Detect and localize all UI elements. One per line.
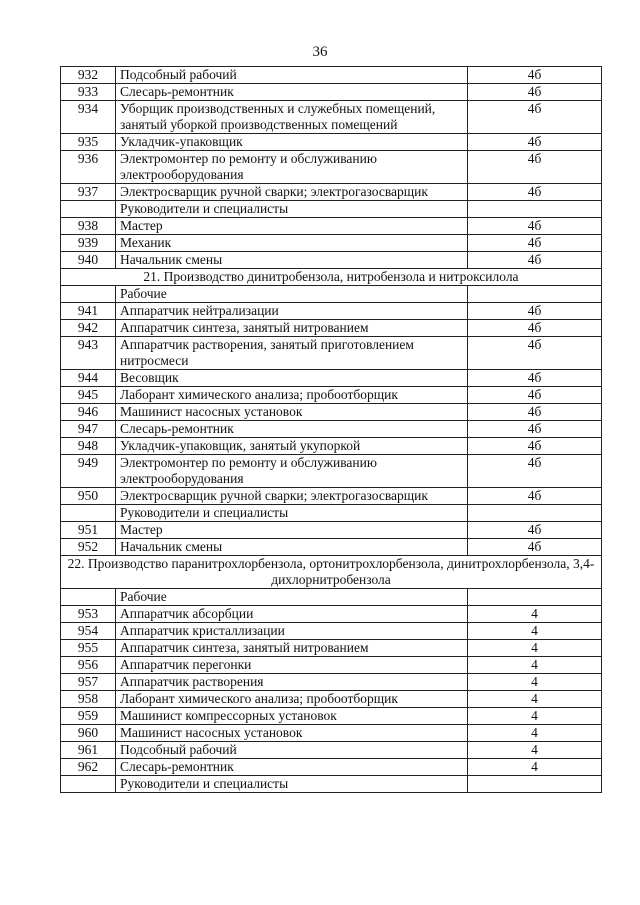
profession-name-cell: Подсобный рабочий [116, 67, 468, 84]
table-row [61, 320, 602, 337]
row-number-cell: 941 [61, 303, 116, 320]
profession-name-cell: Аппаратчик растворения, занятый приготовлением нитросмеси [116, 337, 468, 370]
table-row [61, 421, 602, 438]
list-code-cell: 4б [468, 522, 602, 539]
section-heading: 22. Производство паранитрохлорбензола, ортонитрохлорбензола, динитрохлорбензола, 3,4-дихлорнитробензола [61, 556, 602, 589]
profession-name-cell: Укладчик-упаковщик, занятый укупоркой [116, 438, 468, 455]
profession-name-cell: Подсобный рабочий [116, 742, 468, 759]
profession-name-cell: Мастер [116, 522, 468, 539]
list-code-cell: 4б [468, 252, 602, 269]
table-row [61, 101, 602, 134]
table-row [61, 387, 602, 404]
profession-name-cell: Механик [116, 235, 468, 252]
profession-name-cell: Аппаратчик синтеза, занятый нитрованием [116, 640, 468, 657]
row-number-cell: 939 [61, 235, 116, 252]
row-number-cell: 957 [61, 674, 116, 691]
table-row [61, 438, 602, 455]
group-header-row [61, 505, 602, 522]
table-row [61, 337, 602, 370]
profession-name-cell: Электросварщик ручной сварки; электрогазосварщик [116, 488, 468, 505]
table-row [61, 742, 602, 759]
list-code-cell: 4б [468, 134, 602, 151]
row-number-cell: 962 [61, 759, 116, 776]
group-label-cell: Рабочие [116, 286, 468, 303]
list-code-cell: 4б [468, 404, 602, 421]
group-label-cell: Руководители и специалисты [116, 505, 468, 522]
row-number-cell: 958 [61, 691, 116, 708]
row-number-cell: 953 [61, 606, 116, 623]
list-code-cell [468, 776, 602, 793]
row-number-cell: 955 [61, 640, 116, 657]
table-row [61, 404, 602, 421]
row-number-cell: 942 [61, 320, 116, 337]
row-number-cell: 940 [61, 252, 116, 269]
section-heading-row [61, 269, 602, 286]
row-number-cell: 946 [61, 404, 116, 421]
row-number-cell: 951 [61, 522, 116, 539]
profession-name-cell: Машинист насосных установок [116, 404, 468, 421]
profession-name-cell: Лаборант химического анализа; пробоотборщик [116, 387, 468, 404]
profession-name-cell: Укладчик-упаковщик [116, 134, 468, 151]
row-number-cell [61, 776, 116, 793]
list-code-cell: 4 [468, 606, 602, 623]
list-code-cell: 4б [468, 84, 602, 101]
row-number-cell: 959 [61, 708, 116, 725]
table-row [61, 539, 602, 556]
table-row [61, 606, 602, 623]
table-row [61, 488, 602, 505]
profession-name-cell: Аппаратчик синтеза, занятый нитрованием [116, 320, 468, 337]
section-heading-row [61, 556, 602, 589]
row-number-cell: 954 [61, 623, 116, 640]
list-code-cell: 4 [468, 759, 602, 776]
list-code-cell: 4б [468, 488, 602, 505]
list-code-cell: 4б [468, 337, 602, 370]
profession-list-table [60, 66, 602, 793]
list-code-cell: 4 [468, 623, 602, 640]
table-row [61, 370, 602, 387]
row-number-cell [61, 505, 116, 522]
table-row [61, 218, 602, 235]
profession-name-cell: Электромонтер по ремонту и обслуживанию электрооборудования [116, 151, 468, 184]
profession-name-cell: Слесарь-ремонтник [116, 759, 468, 776]
list-code-cell: 4б [468, 438, 602, 455]
group-header-row [61, 286, 602, 303]
profession-name-cell: Электромонтер по ремонту и обслуживанию электрооборудования [116, 455, 468, 488]
table-row [61, 691, 602, 708]
list-code-cell: 4б [468, 539, 602, 556]
profession-name-cell: Мастер [116, 218, 468, 235]
list-code-cell: 4 [468, 742, 602, 759]
list-code-cell: 4б [468, 151, 602, 184]
row-number-cell [61, 286, 116, 303]
table-row [61, 657, 602, 674]
profession-name-cell: Аппаратчик кристаллизации [116, 623, 468, 640]
table-row [61, 455, 602, 488]
list-code-cell: 4б [468, 184, 602, 201]
row-number-cell: 952 [61, 539, 116, 556]
profession-name-cell: Слесарь-ремонтник [116, 84, 468, 101]
table-row [61, 708, 602, 725]
list-code-cell: 4б [468, 455, 602, 488]
table-row [61, 134, 602, 151]
group-label-cell: Руководители и специалисты [116, 201, 468, 218]
group-header-row [61, 589, 602, 606]
row-number-cell: 932 [61, 67, 116, 84]
list-code-cell: 4б [468, 235, 602, 252]
profession-name-cell: Машинист насосных установок [116, 725, 468, 742]
row-number-cell [61, 201, 116, 218]
profession-name-cell: Начальник смены [116, 539, 468, 556]
group-header-row [61, 776, 602, 793]
table-row [61, 84, 602, 101]
profession-name-cell: Лаборант химического анализа; пробоотборщик [116, 691, 468, 708]
list-code-cell: 4 [468, 708, 602, 725]
list-code-cell [468, 589, 602, 606]
list-code-cell: 4 [468, 691, 602, 708]
list-code-cell [468, 505, 602, 522]
row-number-cell [61, 589, 116, 606]
list-code-cell: 4б [468, 387, 602, 404]
table-row [61, 184, 602, 201]
table-row [61, 640, 602, 657]
group-label-cell: Руководители и специалисты [116, 776, 468, 793]
row-number-cell: 960 [61, 725, 116, 742]
profession-name-cell: Аппаратчик перегонки [116, 657, 468, 674]
profession-name-cell: Начальник смены [116, 252, 468, 269]
profession-name-cell: Аппаратчик растворения [116, 674, 468, 691]
list-code-cell [468, 201, 602, 218]
list-code-cell: 4 [468, 674, 602, 691]
list-code-cell: 4 [468, 657, 602, 674]
profession-name-cell: Весовщик [116, 370, 468, 387]
table-row [61, 67, 602, 84]
table-row [61, 623, 602, 640]
row-number-cell: 937 [61, 184, 116, 201]
row-number-cell: 961 [61, 742, 116, 759]
row-number-cell: 947 [61, 421, 116, 438]
list-code-cell: 4 [468, 725, 602, 742]
table-row [61, 725, 602, 742]
list-code-cell: 4б [468, 101, 602, 134]
row-number-cell: 943 [61, 337, 116, 370]
list-code-cell: 4б [468, 67, 602, 84]
row-number-cell: 945 [61, 387, 116, 404]
row-number-cell: 948 [61, 438, 116, 455]
profession-name-cell: Машинист компрессорных установок [116, 708, 468, 725]
row-number-cell: 936 [61, 151, 116, 184]
row-number-cell: 949 [61, 455, 116, 488]
row-number-cell: 950 [61, 488, 116, 505]
table-body [61, 67, 602, 793]
list-code-cell: 4б [468, 421, 602, 438]
profession-name-cell: Уборщик производственных и служебных помещений, занятый уборкой производственных помещений [116, 101, 468, 134]
row-number-cell: 935 [61, 134, 116, 151]
row-number-cell: 944 [61, 370, 116, 387]
profession-name-cell: Аппаратчик абсорбции [116, 606, 468, 623]
row-number-cell: 938 [61, 218, 116, 235]
profession-name-cell: Электросварщик ручной сварки; электрогазосварщик [116, 184, 468, 201]
table-row [61, 235, 602, 252]
list-code-cell: 4б [468, 303, 602, 320]
profession-name-cell: Аппаратчик нейтрализации [116, 303, 468, 320]
profession-name-cell: Слесарь-ремонтник [116, 421, 468, 438]
row-number-cell: 934 [61, 101, 116, 134]
list-code-cell: 4 [468, 640, 602, 657]
list-code-cell: 4б [468, 370, 602, 387]
section-heading: 21. Производство динитробензола, нитробензола и нитроксилола [61, 269, 602, 286]
row-number-cell: 933 [61, 84, 116, 101]
table-row [61, 303, 602, 320]
table-row [61, 522, 602, 539]
table-row [61, 252, 602, 269]
group-header-row [61, 201, 602, 218]
group-label-cell: Рабочие [116, 589, 468, 606]
page-number: 36 [312, 44, 328, 60]
table-row [61, 674, 602, 691]
list-code-cell [468, 286, 602, 303]
row-number-cell: 956 [61, 657, 116, 674]
list-code-cell: 4б [468, 320, 602, 337]
table-row [61, 759, 602, 776]
table-row [61, 151, 602, 184]
list-code-cell: 4б [468, 218, 602, 235]
